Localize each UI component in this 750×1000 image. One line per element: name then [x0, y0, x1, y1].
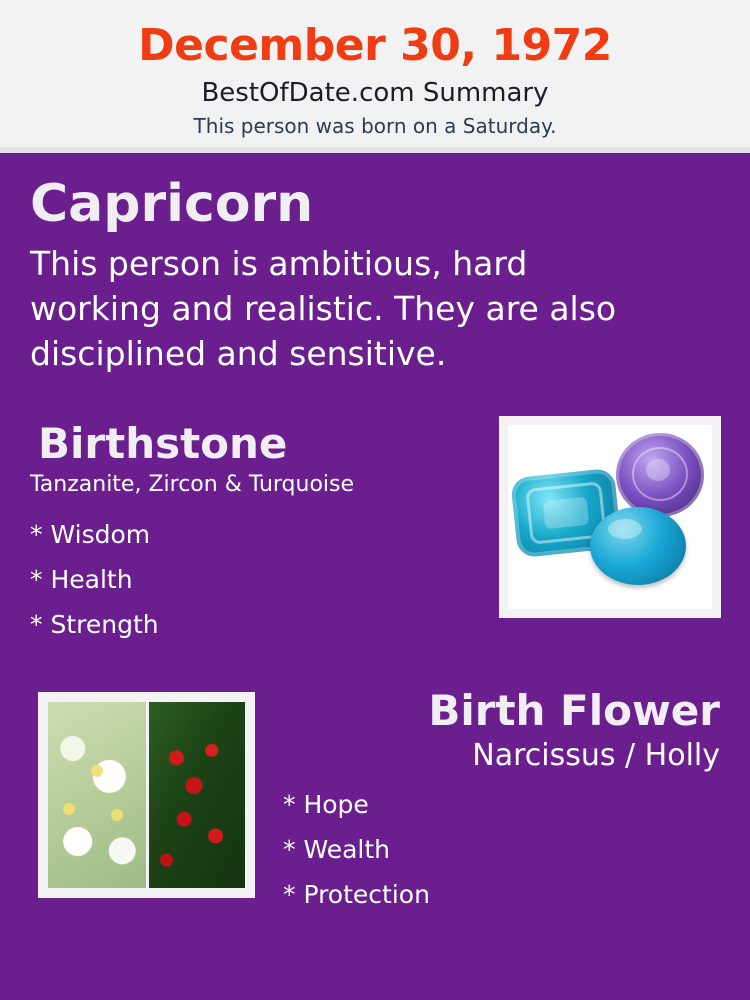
birthstone-names: Tanzanite, Zircon & Turquoise [30, 472, 355, 497]
birthstone-title: Birthstone [38, 419, 288, 468]
list-item: * Wisdom [30, 520, 151, 549]
born-day-note: This person was born on a Saturday. [193, 114, 557, 138]
list-item: * Wealth [283, 835, 390, 864]
page-title: December 30, 1972 [138, 20, 612, 71]
birthstone-gems-photo [499, 416, 721, 618]
birth-flower-names: Narcissus / Holly [472, 738, 720, 773]
gem-oval-icon [590, 507, 686, 585]
birth-flower-photo-frame [48, 702, 245, 888]
gem-round-icon [616, 433, 704, 517]
zodiac-sign-name: Capricorn [30, 174, 314, 234]
holly-photo [147, 702, 246, 888]
zodiac-description: This person is ambitious, hard working and realistic. They are also disciplined and sensitive. [30, 244, 617, 373]
narcissus-photo [48, 702, 147, 888]
site-summary-label: BestOfDate.com Summary [201, 78, 549, 108]
list-item: * Protection [283, 880, 430, 909]
list-item: * Hope [283, 790, 369, 819]
list-item: * Health [30, 565, 133, 594]
birthstone-section [0, 420, 750, 650]
birth-flower-section [0, 686, 750, 917]
birthstone-photo-frame [508, 425, 712, 609]
summary-body [0, 153, 750, 917]
birth-flower-photo [38, 692, 255, 898]
birth-flower-title: Birth Flower [428, 686, 720, 735]
photo-divider [146, 702, 149, 888]
page-header [0, 0, 750, 153]
zodiac-section [0, 153, 750, 376]
list-item: * Strength [30, 610, 159, 639]
